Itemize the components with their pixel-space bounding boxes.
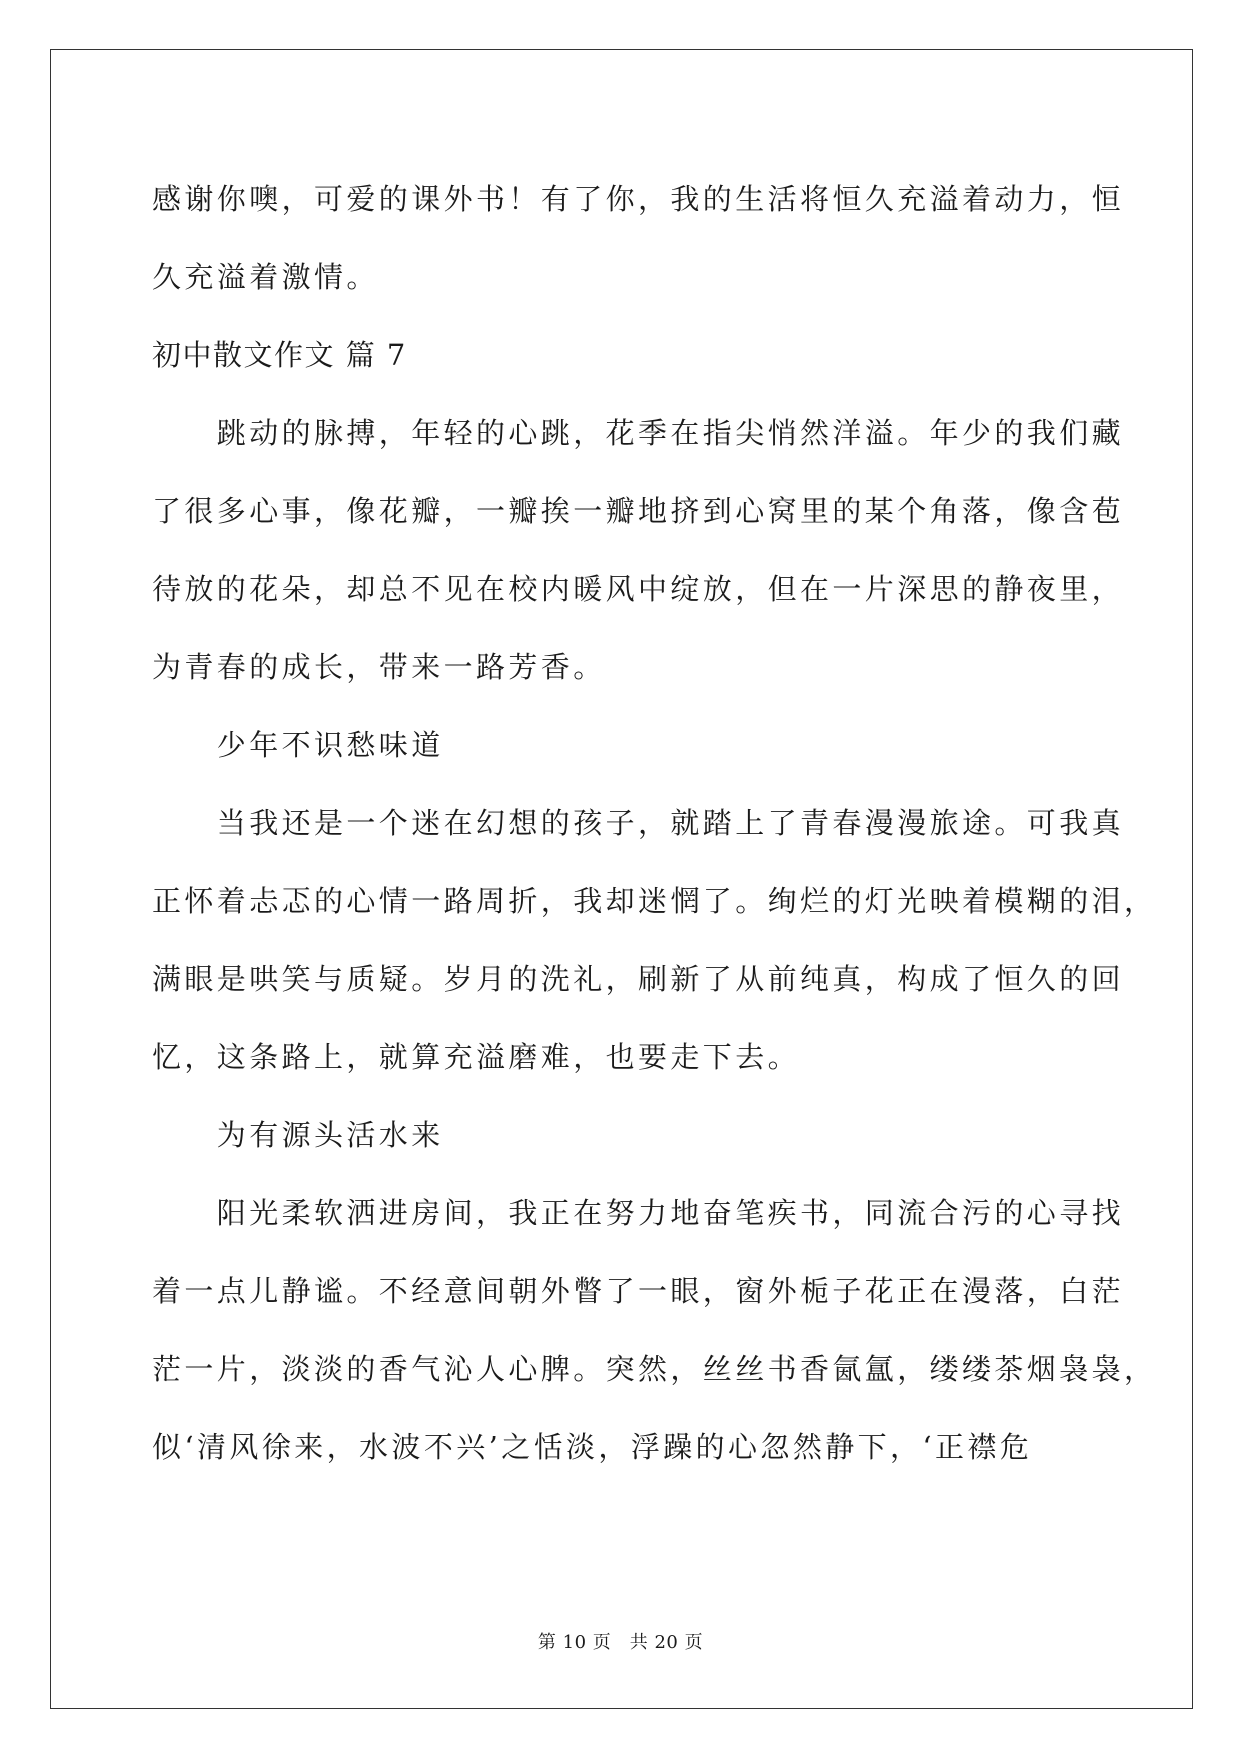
text-line: 似‘清风徐来，水波不兴’之恬淡，浮躁的心忽然静下，‘正襟危 [152, 1430, 1033, 1464]
text-line: 跳动的脉搏，年轻的心跳，花季在指尖悄然洋溢。年少的我们藏 [152, 416, 1125, 450]
text-line: 为青春的成长，带来一路芳香。 [152, 650, 606, 684]
subheading: 少年不识愁味道 [152, 728, 444, 762]
section-heading: 初中散文作文 篇 7 [152, 338, 407, 372]
text-line: 当我还是一个迷在幻想的孩子，就踏上了青春漫漫旅途。可我真 [152, 806, 1125, 840]
text-line: 满眼是哄笑与质疑。岁月的洗礼，刷新了从前纯真，构成了恒久的回 [152, 962, 1125, 996]
text-line: 正怀着忐忑的心情一路周折，我却迷惘了。绚烂的灯光映着模糊的泪， [152, 884, 1157, 918]
document-body [152, 160, 1157, 1486]
text-line: 阳光柔软洒进房间，我正在努力地奋笔疾书，同流合污的心寻找 [152, 1196, 1125, 1230]
text-line: 待放的花朵，却总不见在校内暖风中绽放，但在一片深思的静夜里， [152, 572, 1125, 606]
text-line: 久充溢着激情。 [152, 260, 379, 294]
subheading: 为有源头活水来 [152, 1118, 444, 1152]
text-line: 茫一片，淡淡的香气沁人心脾。突然，丝丝书香氤氲，缕缕茶烟袅袅， [152, 1352, 1157, 1386]
page-number: 第 10 页 共 20 页 [537, 1632, 704, 1653]
text-line: 忆，这条路上，就算充溢磨难，也要走下去。 [152, 1040, 801, 1074]
text-line: 了很多心事，像花瓣，一瓣挨一瓣地挤到心窝里的某个角落，像含苞 [152, 494, 1125, 528]
text-line: 着一点儿静谧。不经意间朝外瞥了一眼，窗外栀子花正在漫落，白茫 [152, 1274, 1125, 1308]
text-line: 感谢你噢，可爱的课外书！有了你，我的生活将恒久充溢着动力，恒 [152, 182, 1125, 216]
